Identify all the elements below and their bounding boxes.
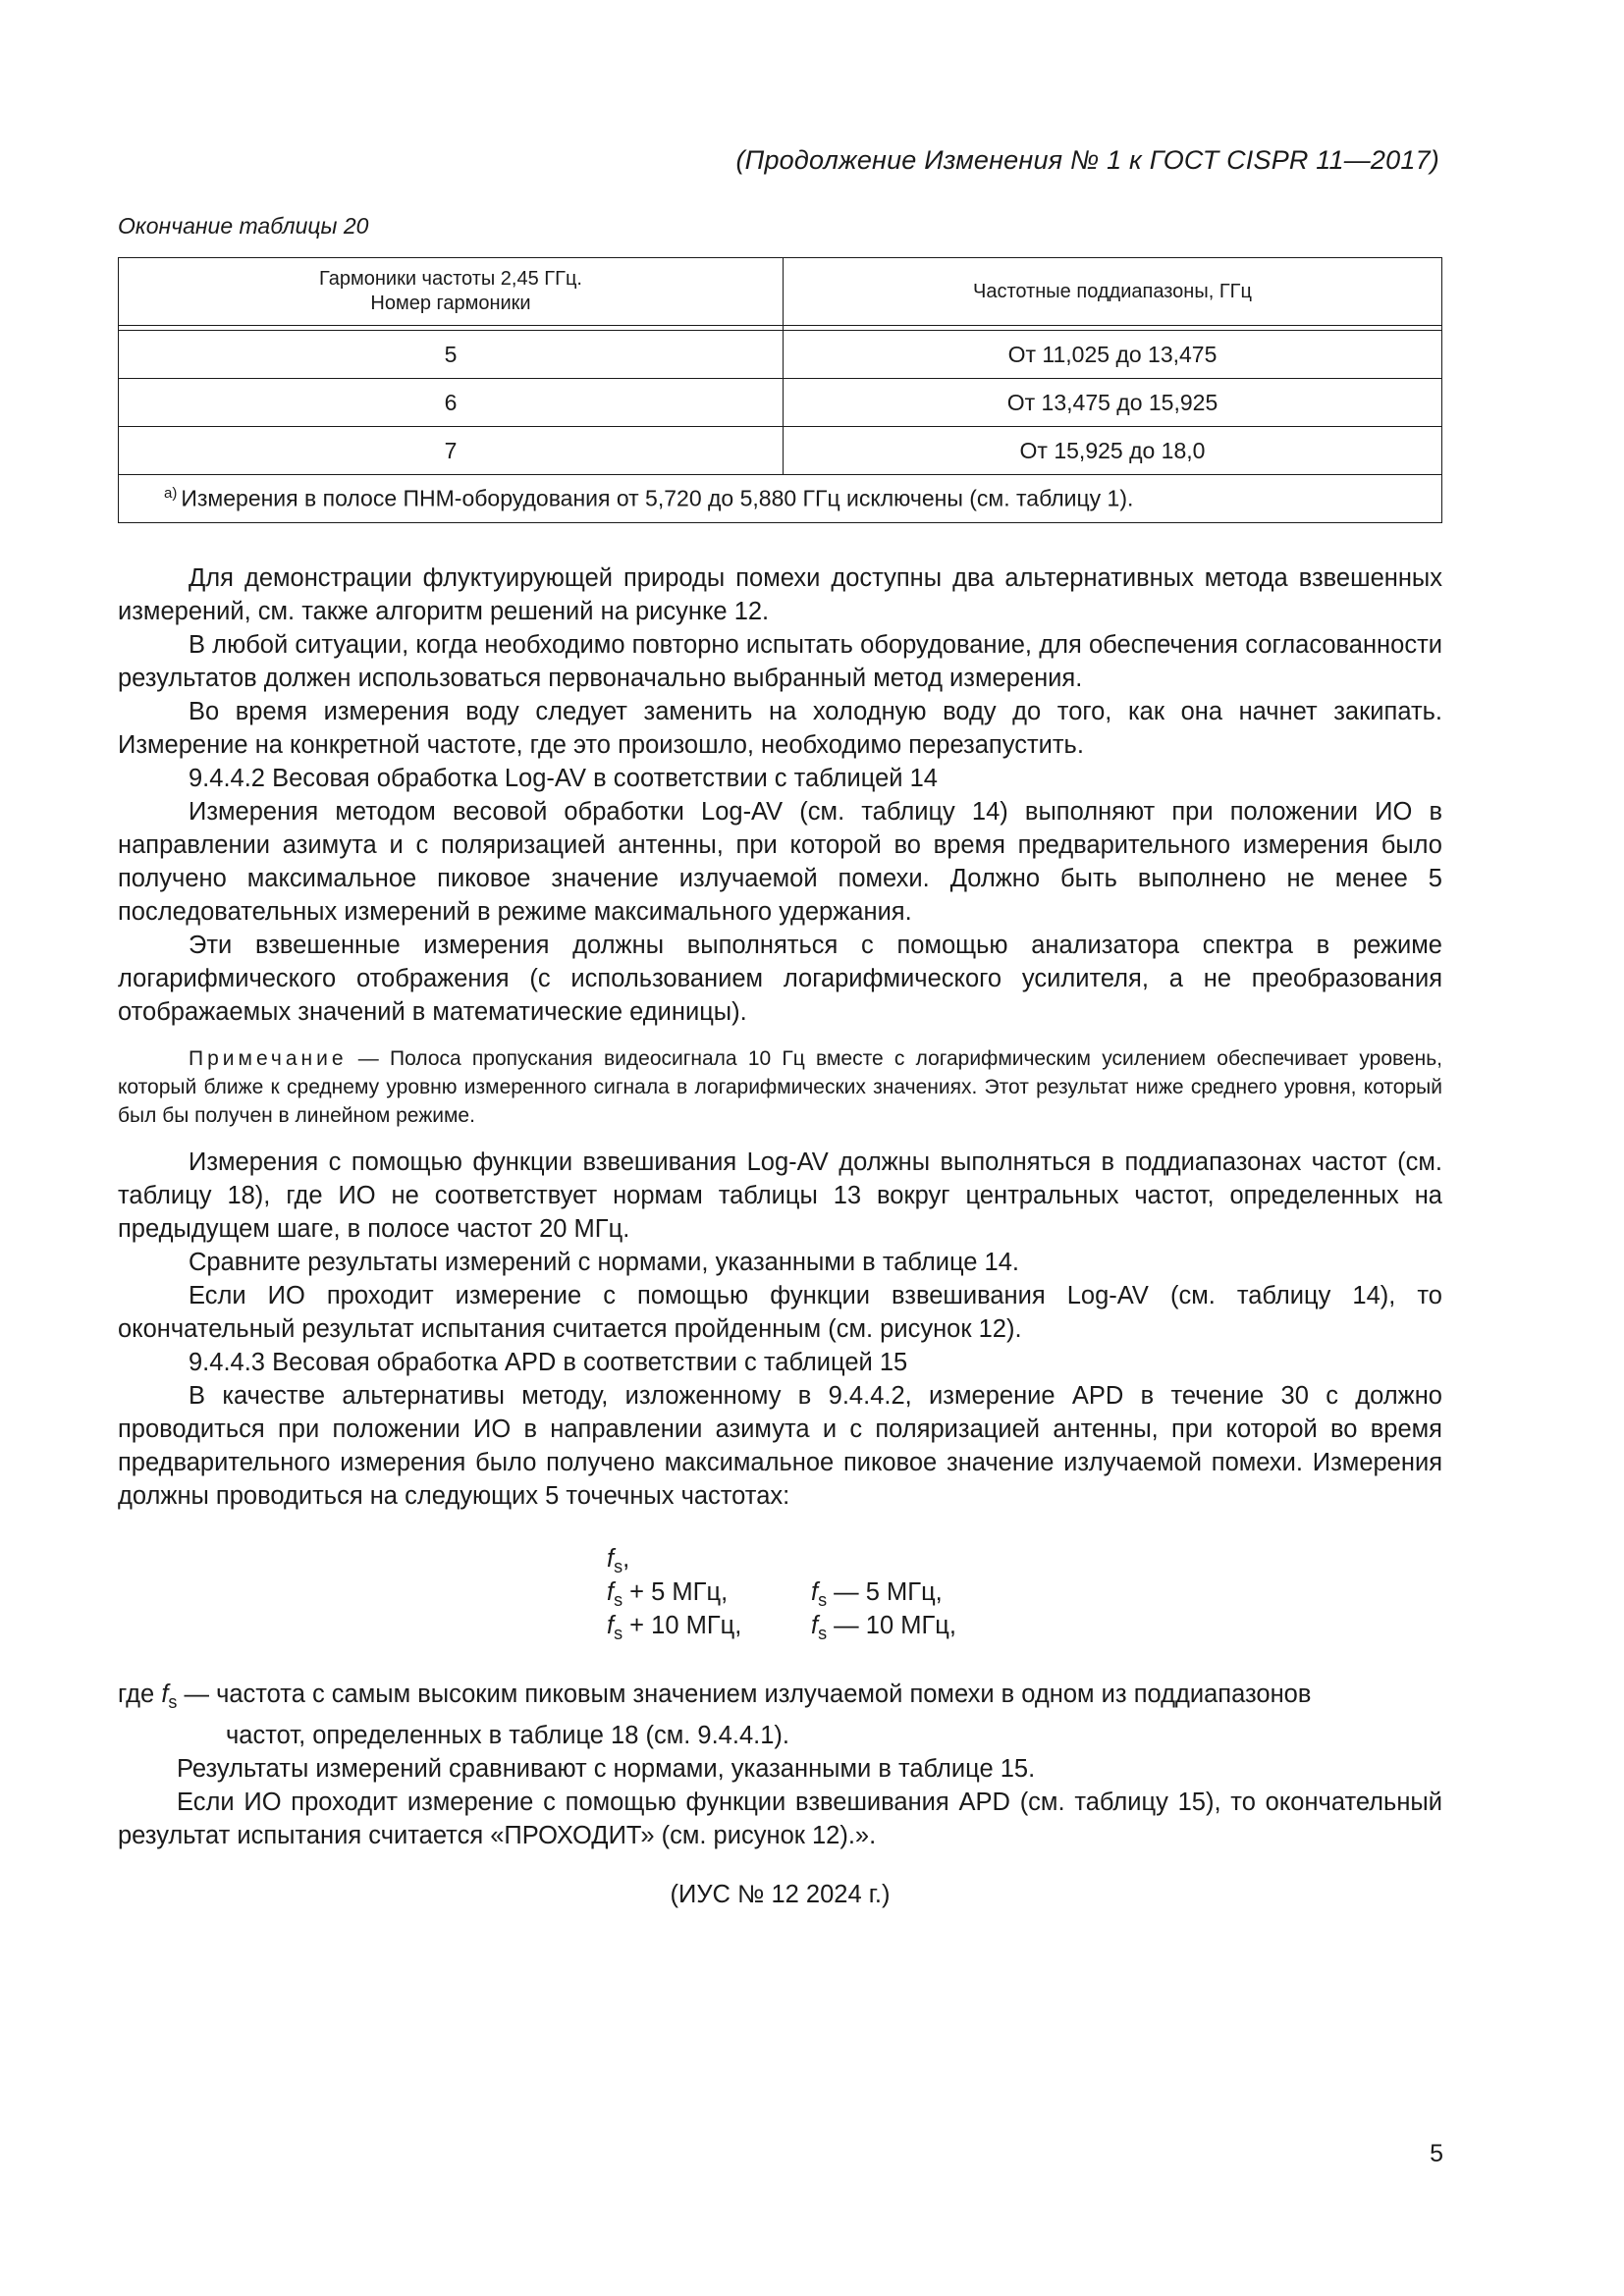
where-line [118,1678,1442,1719]
paragraph: В качестве альтернативы методу, изложенному в 9.4.4.2, измерение APD в течение 30 с должно проводиться при положении ИО в направлении азимута и с поляризацией антенны, при которой во время предварительного измерения было получено максимальное пиковое значение излучаемой помехи. Измерения должны проводиться на следующих 5 точечных частотах: [118,1382,1442,1510]
frequency-formula [118,1521,1442,1678]
table-footnote [119,475,1442,523]
range-cell: От 15,925 до 18,0 [784,427,1442,475]
paragraph: Если ИО проходит измерение с помощью функции взвешивания APD (см. таблицу 15), то окончательный результат испытания считается «ПРОХОДИТ» (см. рисунок 12).». [118,1789,1442,1849]
footnote-text: Измерения в полосе ПНМ-оборудования от 5,720 до 5,880 ГГц исключены (см. таблицу 1). [181,485,1134,511]
note [118,1044,1442,1130]
where-line-continued: частот, определенных в таблице 18 (см. 9.4.4.1). [226,1722,789,1749]
running-header: (Продолжение Изменения № 1 к ГОСТ CISPR 11—2017) [735,145,1439,175]
harmonic-cell: 6 [119,379,784,427]
paragraph: Для демонстрации флуктуирующей природы помехи доступны два альтернативных метода взвешенных измерений, см. также алгоритм решений на рисунке 12. [118,564,1442,625]
formula-fs-plus5: $f_s + 5$ МГц, [607,1578,729,1610]
section-heading: 9.4.4.2 Весовая обработка Log-AV в соответствии с таблицей 14 [189,765,938,792]
paragraph: Во время измерения воду следует заменить на холодную воду до того, как она начнет закипать. Измерение на конкретной частоте, где это произошло, необходимо перезапустить. [118,698,1442,759]
column-header-range: Частотные поддиапазоны, ГГц [784,258,1442,326]
paragraph: Измерения с помощью функции взвешивания Log-AV должны выполняться в поддиапазонах частот (см. таблицу 18), где ИО не соответствует нормам таблицы 13 вокруг центральных частот, определенных на предыдущем шаге, в полосе частот 20 МГц. [118,1148,1442,1243]
ius-reference: (ИУС № 12 2024 г.) [670,1881,891,1908]
table-row [119,427,1442,475]
body-text [118,561,1442,1852]
paragraph: В любой ситуации, когда необходимо повторно испытать оборудование, для обеспечения согласованности результатов должен использоваться первоначально выбранный метод измерения. [118,631,1442,692]
column-header-harmonic-line1: Гармоники частоты 2,45 ГГц. [319,268,582,290]
formula-fs-minus10: $f_s$ — 10 МГц, [811,1612,956,1643]
formula-fs: $f_s$, [607,1545,630,1576]
where-subscript: s [168,1692,178,1712]
where-definition [118,1678,1442,1752]
column-header-harmonic-line2: Номер гармоники [370,293,531,314]
table-header-row [119,258,1442,326]
footnote-mark: a) [164,485,178,503]
paragraph: Результаты измерений сравнивают с нормами, указанными в таблице 15. [177,1755,1036,1783]
where-lead: где [118,1681,155,1708]
column-header-harmonic [119,258,784,326]
paragraph: Измерения методом весовой обработки Log-AV (см. таблицу 14) выполняют при положении ИО в направлении азимута и с поляризацией антенны, при которой во время предварительного измерения было получено максимальное пиковое значение излучаемой помехи. Должно быть выполнено не менее 5 последовательных измерений в режиме максимального удержания. [118,798,1442,926]
paragraph: Эти взвешенные измерения должны выполняться с помощью анализатора спектра в режиме логарифмического отображения (с использованием логарифмического усилителя, а не преобразования отображаемых значений в математические единицы). [118,932,1442,1026]
formula-fs-minus5: $f_s$ — 5 МГц, [811,1578,943,1610]
table-caption: Окончание таблицы 20 [118,213,369,239]
harmonics-table [118,257,1442,523]
paragraph: Если ИО проходит измерение с помощью функции взвешивания Log-AV (см. таблицу 14), то окончательный результат испытания считается пройденным (см. рисунок 12). [118,1282,1442,1343]
harmonic-cell: 5 [119,331,784,379]
range-cell: От 13,475 до 15,925 [784,379,1442,427]
table-footnote-row [119,475,1442,523]
formula-fs-plus10: $f_s + 10$ МГц, [607,1612,742,1643]
note-label: Примечание [189,1047,348,1070]
section-heading: 9.4.4.3 Весовая обработка APD в соответствии с таблицей 15 [189,1349,908,1376]
where-text: — частота с самым высоким пиковым значением излучаемой помехи в одном из поддиапазонов [177,1681,1312,1708]
table-row [119,331,1442,379]
where-symbol: f [161,1681,169,1708]
table-row [119,379,1442,427]
paragraph: Сравните результаты измерений с нормами, указанными в таблице 14. [189,1249,1020,1276]
range-cell: От 11,025 до 13,475 [784,331,1442,379]
page-number: 5 [1430,2140,1443,2167]
harmonic-cell: 7 [119,427,784,475]
note-text: — Полоса пропускания видеосигнала 10 Гц вместе с логарифмическим усилением обеспечивает уровень, который ближе к среднему уровню измеренного сигнала в логарифмических значениях. Этот результат ниже среднего уровня, который был бы получен в линейном режиме. [118,1047,1442,1127]
